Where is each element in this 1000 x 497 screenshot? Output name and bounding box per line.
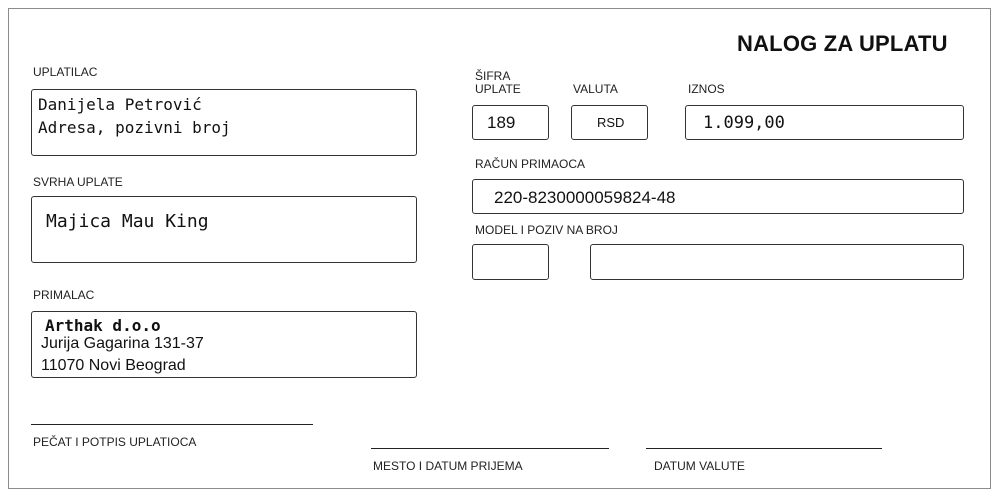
payment-code-label <box>475 70 521 96</box>
receipt-place-date-label: MESTO I DATUM PRIJEMA <box>373 459 523 473</box>
recipient-account-box[interactable] <box>472 179 964 214</box>
recipient-account-value: 220-8230000059824-48 <box>494 188 676 207</box>
currency-label: VALUTA <box>573 82 618 96</box>
payer-address: Adresa, pozivni broj <box>38 118 231 137</box>
payer-signature-line <box>31 424 313 425</box>
amount-value: 1.099,00 <box>703 113 785 133</box>
recipient-city: 11070 Novi Beograd <box>41 357 186 374</box>
payer-label: UPLATILAC <box>33 65 98 79</box>
value-date-line <box>646 448 882 449</box>
recipient-address: Jurija Gagarina 131-37 <box>41 335 204 352</box>
recipient-label: PRIMALAC <box>33 288 95 302</box>
recipient-box[interactable] <box>31 311 417 378</box>
payment-code-box[interactable] <box>472 105 549 140</box>
payer-name: Danijela Petrović <box>38 95 202 114</box>
amount-label: IZNOS <box>688 82 725 96</box>
purpose-box[interactable] <box>31 196 417 263</box>
slip-title: NALOG ZA UPLATU <box>737 31 948 56</box>
recipient-account-label: RAČUN PRIMAOCA <box>475 157 586 171</box>
currency-box[interactable] <box>571 105 648 140</box>
value-date-label: DATUM VALUTE <box>654 459 745 473</box>
currency-value: RSD <box>597 115 625 130</box>
payer-signature-label: PEČAT I POTPIS UPLATIOCA <box>33 435 197 449</box>
recipient-name: Arthak d.o.o <box>45 316 161 335</box>
payment-code-label-line2: UPLATE <box>475 82 521 96</box>
receipt-place-date-line <box>371 448 609 449</box>
purpose-label: SVRHA UPLATE <box>33 175 123 189</box>
model-reference-label: MODEL I POZIV NA BROJ <box>475 223 618 237</box>
model-box[interactable] <box>472 244 549 280</box>
payer-box[interactable] <box>31 89 417 156</box>
purpose-value: Majica Mau King <box>46 211 209 232</box>
payment-code-label-line1: ŠIFRA <box>475 69 511 83</box>
amount-box[interactable] <box>685 105 964 140</box>
reference-number-box[interactable] <box>590 244 964 280</box>
payment-code-value: 189 <box>487 113 516 132</box>
